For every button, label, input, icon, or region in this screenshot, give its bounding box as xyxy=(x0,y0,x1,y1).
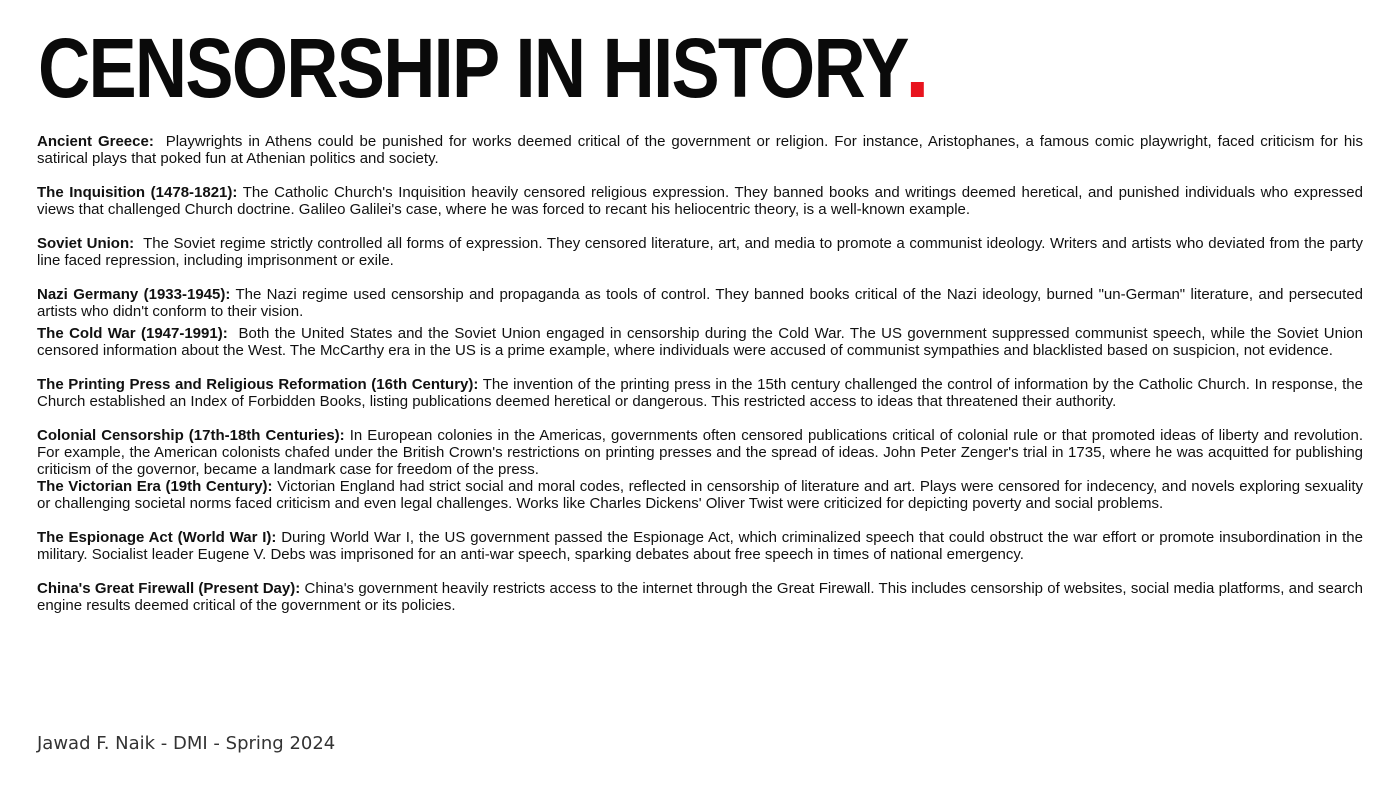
entry-body: Both the United States and the Soviet Union engaged in censorship during the Cold War. The US government suppressed communist speech, while the Soviet Union censored information about the West. The McCarthy era in the US is a prime example, where individuals were accused of communist sympathies and blacklisted based on suspicion, not evidence. xyxy=(37,325,1363,359)
entry-soviet-union xyxy=(37,235,1363,269)
slide-title xyxy=(38,20,924,116)
slide-footer: Jawad F. Naik - DMI - Spring 2024 xyxy=(37,733,336,754)
entry-espionage-act xyxy=(37,529,1363,563)
entry-body: China's government heavily restricts access to the internet through the Great Firewall. This includes censorship of websites, social media platforms, and search engine results deemed critical of the government or its policies. xyxy=(37,580,1363,614)
entry-great-firewall xyxy=(37,580,1363,614)
slide-title-text: CENSORSHIP IN HISTORY xyxy=(38,21,908,115)
entry-body: The Nazi regime used censorship and propaganda as tools of control. They banned books critical of the Nazi ideology, burned "un-German" literature, and persecuted artists who didn't conform to their vision. xyxy=(37,286,1363,320)
entry-heading: The Espionage Act (World War I): xyxy=(37,529,277,546)
entry-body: The invention of the printing press in the 15th century challenged the control of information by the Catholic Church. In response, the Church established an Index of Forbidden Books, listing publications deemed heretical or dangerous. This restricted access to ideas that threatened their authority. xyxy=(37,376,1363,410)
entry-heading: Soviet Union: xyxy=(37,235,135,252)
entry-body: The Soviet regime strictly controlled all forms of expression. They censored literature, art, and media to promote a communist ideology. Writers and artists who deviated from the party line faced repression, including imprisonment or exile. xyxy=(37,235,1363,269)
entry-heading: The Inquisition (1478-1821): xyxy=(37,184,238,201)
entry-cold-war xyxy=(37,325,1363,359)
entry-body: Playwrights in Athens could be punished for works deemed critical of the government or religion. For instance, Aristophanes, a famous comic playwright, faced criticism for his satirical plays that poked fun at Athenian politics and society. xyxy=(37,133,1363,167)
entry-heading: The Cold War (1947-1991): xyxy=(37,325,228,342)
entry-body: The Catholic Church's Inquisition heavily censored religious expression. They banned books and writings deemed heretical, and punished individuals who expressed views that challenged Church doctrine. Galileo Galilei's case, where he was forced to recant his heliocentric theory, is a well-known example. xyxy=(37,184,1363,218)
entry-heading: Colonial Censorship (17th-18th Centuries): xyxy=(37,427,345,444)
entry-nazi-germany xyxy=(37,286,1363,320)
entry-printing-press xyxy=(37,376,1363,410)
entry-body: During World War I, the US government passed the Espionage Act, which criminalized speech that could obstruct the war effort or promote insubordination in the military. Socialist leader Eugene V. Debs was imprisoned for an anti-war speech, sparking debates about free speech in times of national emergency. xyxy=(37,529,1363,563)
entry-heading: The Printing Press and Religious Reformation (16th Century): xyxy=(37,376,479,393)
entry-body: In European colonies in the Americas, governments often censored publications critical of colonial rule or that promoted ideas of liberty and revolution. For example, the American colonists chafed under the British Crown's restrictions on printing presses and the spread of ideas. John Peter Zenger's trial in 1735, where he was acquitted for publishing criticism of the governor, became a landmark case for freedom of the press. xyxy=(37,427,1363,478)
entry-heading: Ancient Greece: xyxy=(37,133,154,150)
entries-list xyxy=(37,133,1363,614)
entry-body: Victorian England had strict social and moral codes, reflected in censorship of literature and art. Plays were censored for indecency, and novels exploring sexuality or challenging societal norms faced criticism and even legal challenges. Works like Charles Dickens' Oliver Twist were criticized for depicting poverty and social problems. xyxy=(37,478,1364,512)
entry-heading: The Victorian Era (19th Century): xyxy=(37,478,273,495)
entry-colonial-censorship xyxy=(37,427,1363,478)
entry-heading: Nazi Germany (1933-1945): xyxy=(37,286,231,303)
entry-heading: China's Great Firewall (Present Day): xyxy=(37,580,301,597)
entry-ancient-greece xyxy=(37,133,1363,167)
entry-victorian-era xyxy=(37,478,1363,512)
entry-inquisition xyxy=(37,184,1363,218)
title-accent-dot xyxy=(911,82,924,97)
